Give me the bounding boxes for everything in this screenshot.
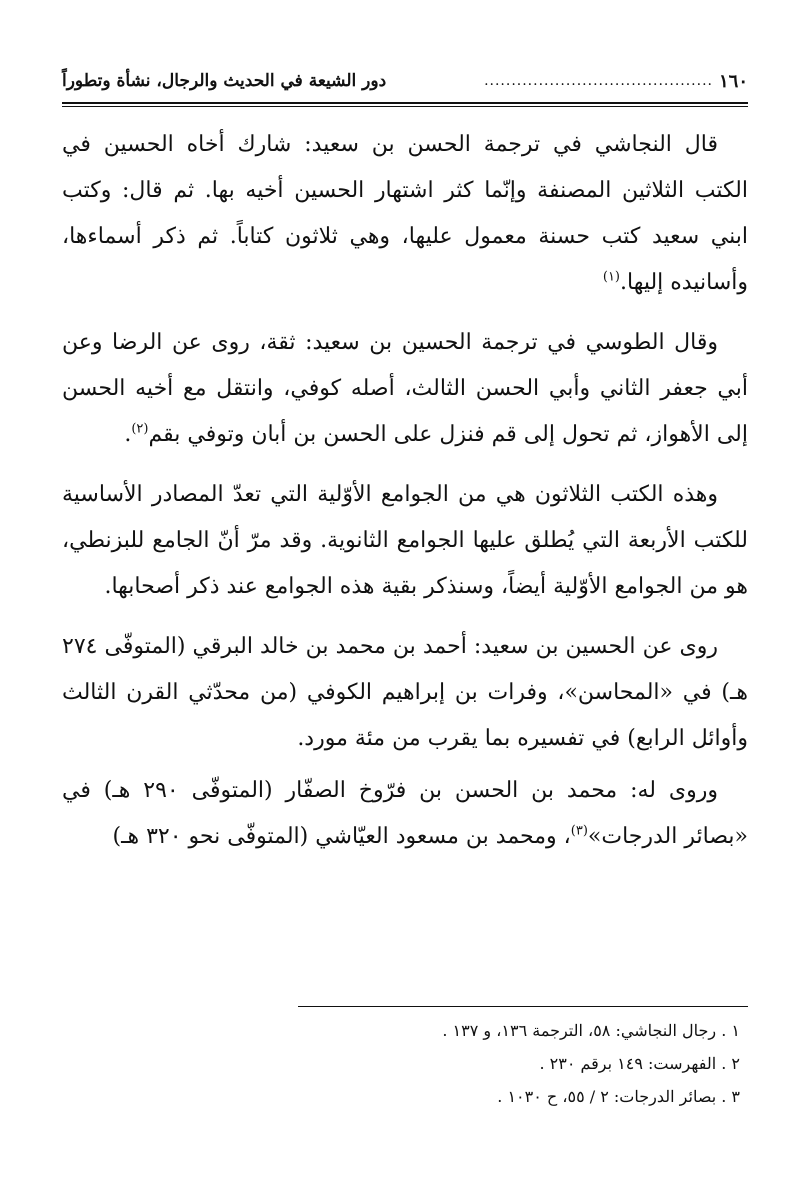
paragraph-text: وقال الطوسي في ترجمة الحسين بن سعيد: ثقة، روى عن الرضا وعن أبي جعفر الثاني وأبي الحسن الثالث، أصله كوفي، وانتقل مع أخيه الحسن إلى الأهواز، ثم تحول إلى قم فنزل على الحسن بن أبان وتوفي بقم	[62, 330, 748, 447]
paragraph-2	[62, 320, 748, 458]
paragraph-text: وهذه الكتب الثلاثون هي من الجوامع الأوّلية التي تعدّ المصادر الأساسية للكتب الأربعة التي يُطلق عليها الجوامع الثانوية. وقد مرّ أنّ الجامع للبزنطي، هو من الجوامع الأوّلية أيضاً، وسنذكر بقية هذه الجوامع عند ذكر أصحابها.	[62, 482, 748, 599]
footnote-ref-1: (١)	[602, 269, 620, 285]
footnotes	[62, 1014, 748, 1113]
paragraph-text: وروى له: محمد بن الحسن بن فرّوخ الصفّار (المتوفّى ٢٩٠ هـ) في «بصائر الدرجات»	[62, 778, 748, 849]
main-text	[62, 122, 748, 874]
paragraph-text: قال النجاشي في ترجمة الحسن بن سعيد: شارك أخاه الحسين في الكتب الثلاثين المصنفة وإنّما كثر اشتهار الحسين أخيه بها. ثم قال: وكتب ابني سعيد كتب حسنة معمول عليها، وهي ثلاثون كتاباً. ثم ذكر أسماءها، وأسانيده إليها.	[62, 132, 748, 295]
header-rule	[62, 102, 748, 107]
header-leader-dots: ..........................................	[484, 73, 713, 89]
paragraph-text: روى عن الحسين بن سعيد: أحمد بن محمد بن خالد البرقي (المتوفّى ٢٧٤ هـ) في «المحاسن»، وفرات بن إبراهيم الكوفي (من محدّثي القرن الثالث وأوائل الرابع) في تفسيره بما يقرب من مئة مورد.	[62, 634, 748, 751]
paragraph-4	[62, 624, 748, 762]
paragraph-5	[62, 768, 748, 860]
footnote-1: ١ . رجال النجاشي: ٥٨، الترجمة ١٣٦، و ١٣٧ .	[442, 1021, 740, 1040]
paragraph-1	[62, 122, 748, 306]
footnote-2: ٢ . الفهرست: ١٤٩ برقم ٢٣٠ .	[539, 1054, 740, 1073]
footnote-rule	[298, 1006, 748, 1007]
footnote-ref-3: (٣)	[570, 823, 588, 839]
running-header	[62, 66, 748, 96]
page-number: ١٦٠	[718, 70, 748, 92]
footnote-3: ٣ . بصائر الدرجات: ٢ / ٥٥، ح ١٠٣٠ .	[497, 1087, 740, 1106]
paragraph-3	[62, 472, 748, 610]
paragraph-tail: .	[124, 422, 132, 447]
footnote-ref-2: (٢)	[131, 421, 149, 437]
running-title: دور الشيعة في الحديث والرجال، نشأة وتطوراً	[62, 71, 387, 91]
paragraph-text-continued: ، ومحمد بن مسعود العيّاشي (المتوفّى نحو ٣٢٠ هـ)	[112, 824, 571, 849]
